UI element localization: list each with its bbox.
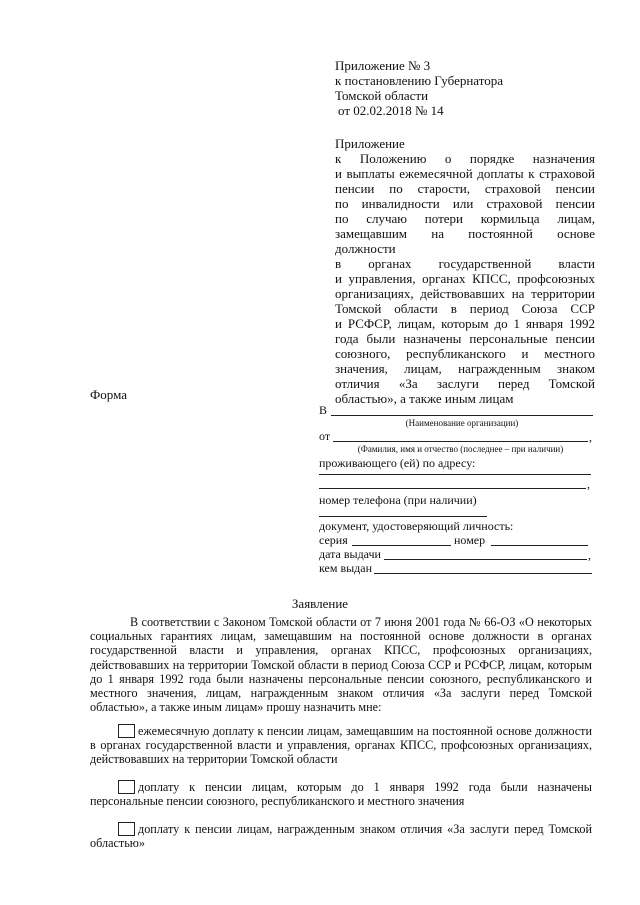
appendix-title: Приложение [335, 136, 405, 151]
header-appendix-number: Приложение № 3 [335, 58, 431, 73]
appendix-line: и РСФСР, лицам, которым до 1 января 1992 [335, 316, 595, 331]
appendix-line: пенсии по старости, страховой пенсии [335, 181, 595, 196]
applicant-name-field[interactable] [333, 441, 588, 442]
option-text: доплату к пенсии лицам, которым до 1 января 1992 года были назначены персональные пенсии союзного, республиканского и местного значения [90, 780, 592, 809]
from-label: от [319, 429, 331, 443]
to-label: В [319, 403, 328, 417]
appendix-line: по случаю потери кормильца лицам, [335, 211, 595, 226]
issued-by-field[interactable] [374, 573, 592, 574]
organization-field[interactable] [331, 415, 593, 416]
issued-by-label: кем выдан [319, 561, 373, 575]
address-field-2[interactable] [319, 488, 586, 489]
award-supplement-checkbox[interactable] [118, 822, 135, 836]
option-text: доплату к пенсии лицам, награжденным знаком отличия «За заслуги перед Томской областью» [90, 822, 592, 851]
option-monthly-supplement [90, 724, 592, 767]
series-field[interactable] [352, 545, 451, 546]
address-label: проживающего (ей) по адресу: [319, 456, 476, 470]
issue-date-label: дата выдачи [319, 547, 381, 561]
option-personal-pension-supplement [90, 780, 592, 808]
statement-body: В соответствии с Законом Томской области от 7 июня 2001 года № 66-ОЗ «О некоторых социальных гарантиях лицам, замещавшим на постоянной основе должности в органах государственной власти и управления, органах КПСС, профсоюзных организациях, действовавших на территории Томской области в период Союза ССР и РСФСР, лицам, которым до 1 января 1992 года были назначены персональные пенсии союзного, республиканского и местного значения, лицам, награжденным знаком отличия «За заслуги перед Томской областью», а также иным лицам» прошу назначить мне: [90, 615, 592, 715]
personal-pension-checkbox[interactable] [118, 780, 135, 794]
appendix-line: союзного, республиканского и местного [335, 346, 595, 361]
series-label: серия [319, 533, 348, 547]
appendix-block [335, 136, 595, 406]
phone-label: номер телефона (при наличии) [319, 493, 477, 507]
appendix-line-last: областью», а также иным лицам [335, 391, 514, 406]
appendix-line: в органах государственной власти [335, 256, 595, 271]
comma-mark: , [588, 548, 591, 562]
appendix-line: к Положению о порядке назначения [335, 151, 595, 166]
appendix-line: и выплаты ежемесячной доплаты к страховой [335, 166, 595, 181]
name-caption: (Фамилия, имя и отчество (последнее – при наличии) [357, 444, 564, 454]
appendix-line: значения, лицам, награжденным знаком [335, 361, 595, 376]
comma-mark: , [587, 477, 590, 491]
option-award-supplement [90, 822, 592, 850]
number-label: номер [454, 533, 486, 547]
appendix-line: организациях, действовавших на территории [335, 286, 595, 301]
address-field-1[interactable] [319, 474, 591, 475]
statement-title: Заявление [291, 596, 349, 611]
number-field[interactable] [491, 545, 588, 546]
resolution-header [335, 58, 503, 118]
option-text: ежемесячную доплату к пенсии лицам, замещавшим на постоянной основе должности в органах государственной власти и управления, органах КПСС, профсоюзных организациях, действовавших на территории Томской области [90, 724, 592, 767]
appendix-line: по инвалидности или страховой пенсии [335, 196, 595, 211]
monthly-supplement-checkbox[interactable] [118, 724, 135, 738]
appendix-line: года были назначены персональные пенсии [335, 331, 595, 346]
issue-date-field[interactable] [384, 559, 587, 560]
comma-mark: , [589, 430, 592, 444]
appendix-line: замещавшим на постоянной основе должности [335, 226, 595, 256]
appendix-line: и управления, органах КПСС, профсоюзных [335, 271, 595, 286]
appendix-line: отличия «За заслуги перед Томской [335, 376, 595, 391]
organization-caption: (Наименование организации) [405, 418, 519, 428]
appendix-line: Томской области в период Союза ССР [335, 301, 595, 316]
form-label: Форма [90, 387, 127, 402]
header-region: Томской области [335, 88, 429, 103]
header-date-number: от 02.02.2018 № 14 [338, 103, 444, 118]
phone-field[interactable] [319, 516, 487, 517]
id-document-label: документ, удостоверяющий личность: [319, 519, 514, 533]
header-resolution: к постановлению Губернатора [335, 73, 504, 88]
